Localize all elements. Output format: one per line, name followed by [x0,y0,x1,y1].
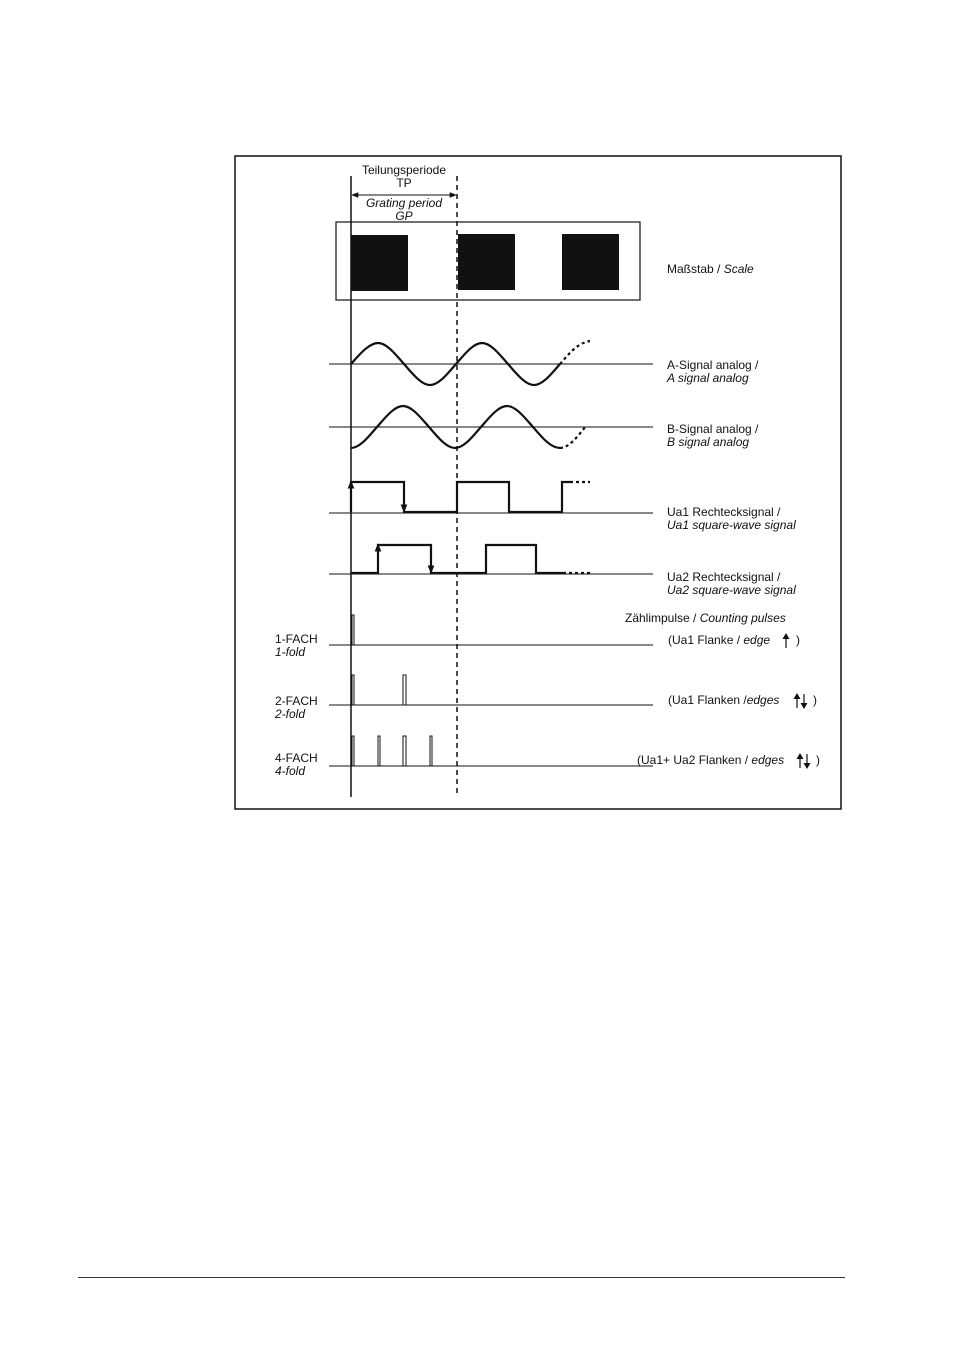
counting-pulses-en: Counting pulses [699,611,786,625]
footer-rule [78,1277,845,1278]
fold2-label-de: 2-FACH [275,694,318,708]
fold4-pulse [378,736,380,766]
ua2-label-de: Ua2 Rechtecksignal / [667,570,781,584]
fold4-note-close: ) [816,753,820,767]
fold4-pulse [403,736,406,766]
counting-pulses-de: Zählimpulse / [625,611,700,625]
signal-b-label-en: B signal analog [667,435,750,449]
fold1-note [668,633,770,647]
period-abbr-de: TP [396,176,412,190]
fold2-note [668,693,779,707]
ua2-label-en: Ua2 square-wave signal [667,583,796,597]
fold4-note-en: edges [751,753,785,767]
period-label-de: Teilungsperiode [361,163,447,177]
counting-pulses-label [625,611,786,625]
fold2-pulse [352,675,354,705]
scale-label-de: Maßstab / [667,262,724,276]
fold2-pulse [403,675,406,705]
fold1-pulse [352,615,354,645]
fold1-note-en: edge [743,633,771,647]
scale-mark [351,235,408,291]
signal-a-label-de: A-Signal analog / [667,358,759,372]
signal-a-wave-continuation [560,341,590,364]
fold4-note-de: (Ua1+ Ua2 Flanken / [637,753,752,767]
fold2-note-en: edges [746,693,780,707]
fold2-note-de: (Ua1 Flanken / [668,693,747,707]
scale-label [667,262,754,276]
rising-falling-edges-icon [794,693,808,709]
fold1-note-close: ) [796,633,800,647]
fold4-pulse [430,736,432,766]
fold4-label-de: 4-FACH [275,751,318,765]
rising-edge-icon [783,633,790,648]
signal-b-wave-continuation [560,426,586,448]
rising-falling-edges-icon [797,753,811,769]
fold4-label-en: 4-fold [275,764,306,778]
ua1-wave [351,482,570,512]
fold1-label-en: 1-fold [275,645,306,659]
scale-mark [562,234,619,290]
fold4-note [637,753,784,767]
fold4-pulse [352,736,354,766]
diagram-frame [235,156,841,809]
period-label-en: Grating period [365,196,443,210]
scale-label-en: Scale [723,262,754,276]
ua1-label-en: Ua1 square-wave signal [667,518,796,532]
scale-mark [458,234,515,290]
ua1-label-de: Ua1 Rechtecksignal / [667,505,781,519]
period-abbr-en: GP [395,209,413,223]
fold1-note-de: (Ua1 Flanke / [668,633,744,647]
fold1-label-de: 1-FACH [275,632,318,646]
fold2-label-en: 2-fold [275,707,306,721]
fold2-note-close: ) [813,693,817,707]
signal-b-label-de: B-Signal analog / [667,422,759,436]
signal-a-label-en: A signal analog [667,371,749,385]
